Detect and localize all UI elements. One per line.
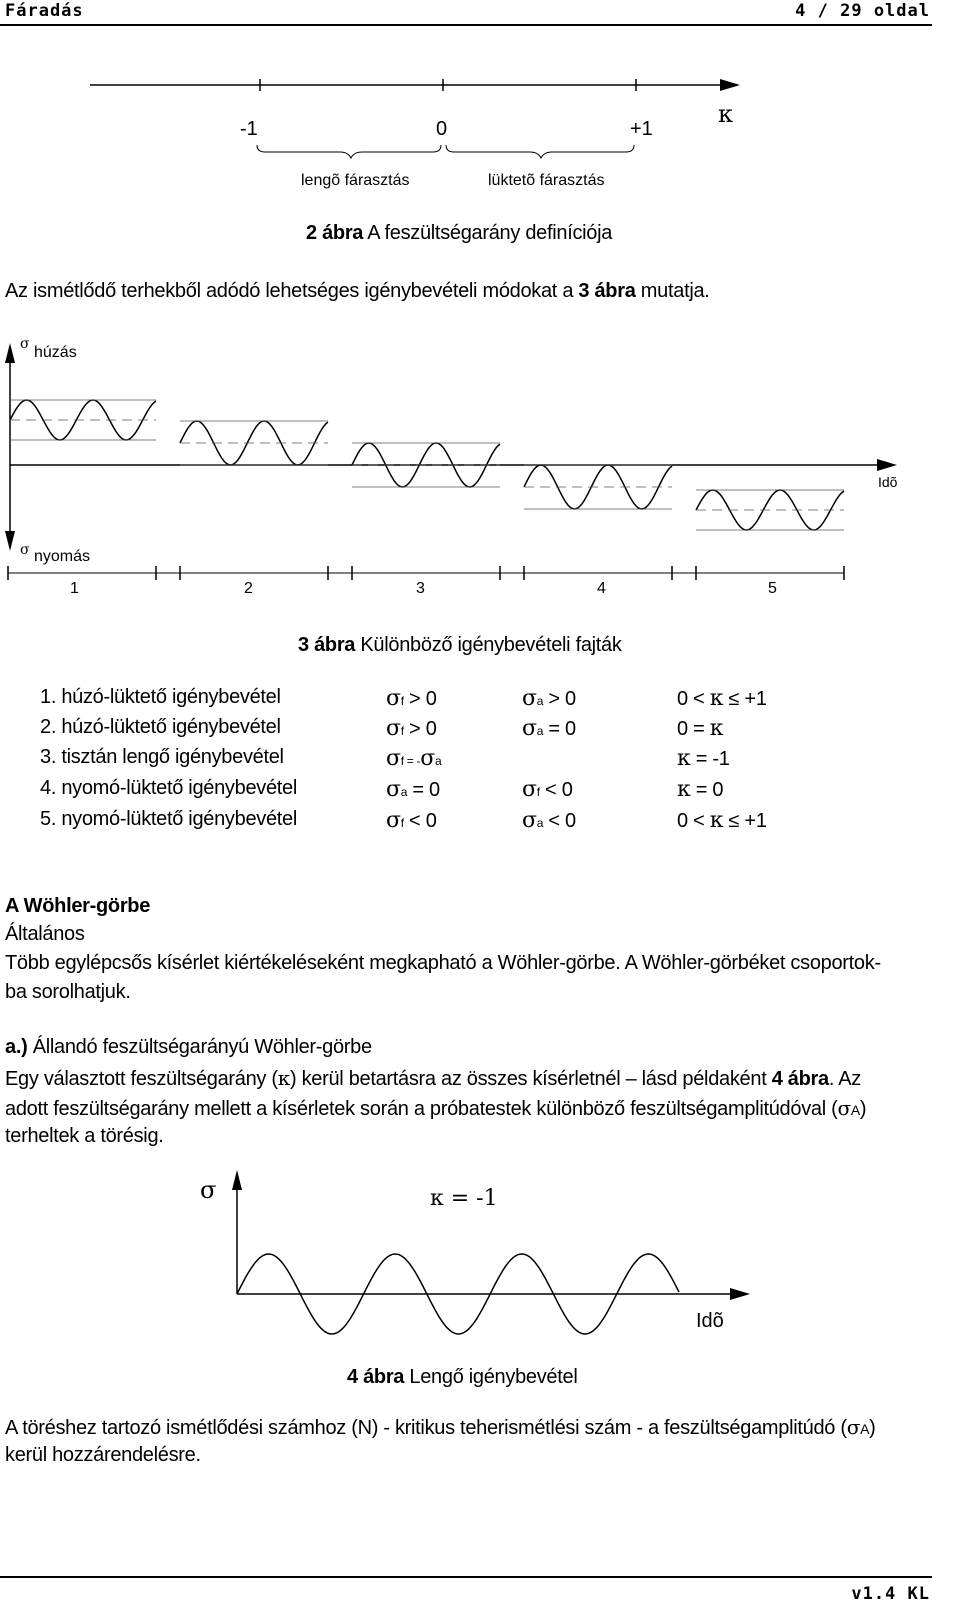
fig3-time-label: Idõ: [878, 474, 898, 490]
fig2-caption-text: A feszültségarány definíciója: [363, 222, 613, 244]
case-condition: σf < 0: [386, 808, 437, 833]
final-l1-a: A töréshez tartozó ismétlődési számhoz (N) - kritikus teherismétlési szám - a feszültségamplitúdó (: [5, 1417, 847, 1439]
fig4-caption-text: Lengő igénybevétel: [404, 1366, 578, 1388]
wohler-p2-l1-c: . Az: [828, 1068, 862, 1090]
case-condition: σa < 0: [522, 808, 576, 833]
case-condition: σf < 0: [522, 777, 573, 802]
fig3-number-5: 5: [768, 580, 777, 597]
fig2-label-minus1: -1: [240, 118, 258, 140]
case-label: 2. húzó-lüktető igénybevétel: [40, 716, 281, 738]
wohler-p2-l1-bold: 4 ábra: [771, 1068, 829, 1090]
intro-text-post: mutatja.: [635, 280, 710, 302]
fig3-number-2: 2: [244, 580, 253, 597]
fig3-sigma-top: σ: [20, 336, 30, 352]
wohler-p2-sub: A: [850, 1102, 860, 1118]
fig4-y-arrow: [232, 1170, 242, 1190]
final-line1: [5, 1415, 876, 1440]
case-condition: σf > 0: [386, 686, 437, 711]
wohler-p2-sigma: σ: [837, 1096, 851, 1120]
fig2-label-0: 0: [436, 118, 448, 140]
wohler-a-text: Állandó feszültségarányú Wöhler-görbe: [27, 1036, 372, 1058]
case-condition: 0 < κ ≤ +1: [677, 808, 767, 833]
intro-text-pre: Az ismétlődő terhekből adódó lehetséges igénybevételi módokat a: [5, 280, 579, 302]
fig3-number-4: 4: [597, 580, 606, 597]
wohler-heading: A Wöhler-görbe: [5, 895, 151, 917]
case-condition: κ = -1: [677, 746, 730, 771]
fig2-label-plus1: +1: [630, 118, 653, 140]
wohler-a-bold: a.): [5, 1036, 28, 1058]
case-label: 3. tisztán lengő igénybevétel: [40, 746, 284, 768]
fig2-caption-bold: 2 ábra: [306, 222, 364, 244]
wohler-p2-kappa: κ: [277, 1066, 290, 1090]
fig4-caption: [347, 1366, 577, 1389]
fig3-number-3: 3: [416, 580, 425, 597]
final-sigma: σ: [846, 1415, 861, 1439]
page-number: 4 / 29 oldal: [795, 1, 930, 21]
fig4-time-label: Idõ: [696, 1310, 724, 1332]
final-l1-b: ): [869, 1417, 876, 1439]
fig3-sigma-bottom: σ: [20, 542, 30, 558]
case-label: 4. nyomó-lüktető igénybevétel: [40, 777, 298, 799]
case-condition: σf > 0: [386, 716, 437, 741]
fig2-brace-left-label: lengõ fárasztás: [301, 172, 410, 189]
wohler-p2-l2-b: ): [859, 1098, 867, 1120]
fig4-kappa-label: [430, 1186, 498, 1211]
wohler-para1-line2: ba sorolhatjuk.: [5, 981, 131, 1003]
footer-version: v1.4 KL: [851, 1584, 930, 1604]
wohler-para2-line3: terheltek a törésig.: [5, 1125, 164, 1147]
case-condition: σf = -σa: [386, 746, 442, 771]
case-condition: σa > 0: [522, 686, 576, 711]
case-condition: 0 < κ ≤ +1: [677, 686, 767, 711]
final-sub: A: [860, 1421, 870, 1437]
wohler-p2-l1-a: Egy választott feszültségarány (: [5, 1068, 278, 1090]
fig2-brace-right-label: lüktetõ fárasztás: [488, 172, 605, 189]
intro-text-bold: 3 ábra: [578, 280, 636, 302]
case-condition: 0 = κ: [677, 716, 724, 741]
final-line2: kerül hozzárendelésre.: [5, 1444, 201, 1466]
fig3-caption-text: Különböző igénybevételi fajták: [355, 634, 622, 656]
case-label: 5. nyomó-lüktető igénybevétel: [40, 808, 298, 830]
fig3-label-tension: húzás: [34, 344, 77, 361]
fig4-sigma: σ: [200, 1176, 217, 1204]
case-label: 1. húzó-lüktető igénybevétel: [40, 686, 281, 708]
footer-rule: [0, 1576, 932, 1578]
wohler-p2-l1-b: ) kerül betartásra az összes kísérletnél – lásd példaként: [289, 1068, 772, 1090]
fig3-caption-bold: 3 ábra: [298, 634, 356, 656]
document-title: Fáradás: [5, 1, 84, 21]
fig4-caption-bold: 4 ábra: [347, 1366, 405, 1388]
fig4-kappa-eq: κ = -1: [430, 1186, 498, 1211]
fig2-kappa: κ: [718, 100, 733, 128]
fig3-number-1: 1: [70, 580, 79, 597]
case-condition: σa = 0: [386, 777, 440, 802]
wohler-para1-line1: Több egylépcsős kísérlet kiértékeléseként megkapható a Wöhler-görbe. A Wöhler-görbéket csoportok-: [5, 952, 881, 974]
case-condition: κ = 0: [677, 777, 724, 802]
wohler-p2-l2-a: adott feszültségarány mellett a kísérletek során a próbatestek különböző feszültségamplitúdóval (: [5, 1098, 838, 1120]
case-condition: σa = 0: [522, 716, 576, 741]
wohler-subheading: Általános: [5, 923, 85, 945]
fig4-time-arrow: [730, 1288, 750, 1300]
fig3-label-compression: nyomás: [34, 548, 91, 565]
